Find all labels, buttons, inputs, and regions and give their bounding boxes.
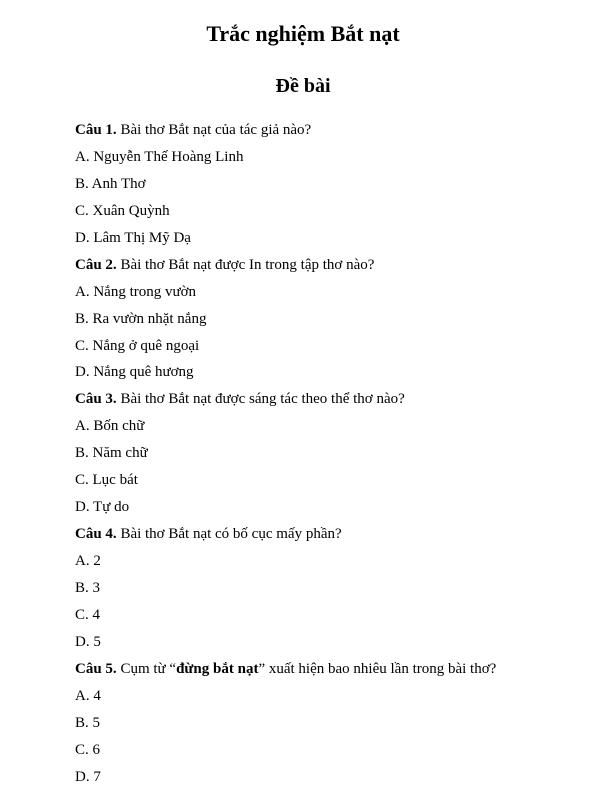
question-text: Bài thơ Bắt nạt của tác giả nào? <box>120 122 312 138</box>
question-5-option-b: B. 5 <box>75 714 101 731</box>
question-3-option-d: D. Tự do <box>75 499 130 516</box>
question-1-option-c: C. Xuân Quỳnh <box>75 202 170 219</box>
question-4-option-d: D. 5 <box>75 633 101 650</box>
question-3-option-b: B. Năm chữ <box>75 445 148 462</box>
question-1-option-d: D. Lâm Thị Mỹ Dạ <box>75 229 191 246</box>
question-4-option-c: C. 4 <box>75 606 101 623</box>
question-2-option-d: D. Nắng quê hương <box>75 364 194 381</box>
question-number: Câu 4. <box>75 526 117 543</box>
question-text: Bài thơ Bắt nạt có bố cục mấy phần? <box>120 526 342 543</box>
question-text: Bài thơ Bắt nạt được In trong tập thơ nào? <box>120 256 375 273</box>
question-text: Bài thơ Bắt nạt được sáng tác theo thể thơ nào? <box>120 391 405 408</box>
question-5-option-a: A. 4 <box>75 687 101 704</box>
question-4-option-b: B. 3 <box>75 579 101 596</box>
question-text-after: ” xuất hiện bao nhiêu lần trong bài thơ? <box>258 660 497 677</box>
question-list <box>75 121 585 794</box>
question-2-option-c: C. Nắng ở quê ngoại <box>75 337 200 354</box>
question-3-option-c: C. Lục bát <box>75 472 138 489</box>
question-4-option-a: A. 2 <box>75 553 101 569</box>
question-number: Câu 5. <box>75 660 117 677</box>
question-3 <box>75 390 585 408</box>
question-number: Câu 3. <box>75 391 117 408</box>
question-1-option-b: B. Anh Thơ <box>75 175 146 192</box>
question-2 <box>75 256 585 274</box>
question-2-option-a: A. Nắng trong vườn <box>75 283 197 300</box>
question-2-option-b: B. Ra vườn nhặt nắng <box>75 310 207 327</box>
question-1 <box>75 121 585 139</box>
section-heading: Đề bài <box>275 75 331 97</box>
question-emphasis: đừng bắt nạt <box>176 660 259 677</box>
question-5 <box>75 660 585 678</box>
question-4 <box>75 525 585 543</box>
question-number: Câu 1. <box>75 122 117 138</box>
question-3-option-a: A. Bốn chữ <box>75 418 145 435</box>
question-text-before: Cụm từ “ <box>120 660 177 677</box>
question-5-option-d: D. 7 <box>75 768 101 785</box>
document-title: Trắc nghiệm Bắt nạt <box>206 21 400 46</box>
question-5-option-c: C. 6 <box>75 741 101 758</box>
question-1-option-a: A. Nguyễn Thế Hoàng Linh <box>75 148 244 165</box>
question-number: Câu 2. <box>75 256 117 273</box>
